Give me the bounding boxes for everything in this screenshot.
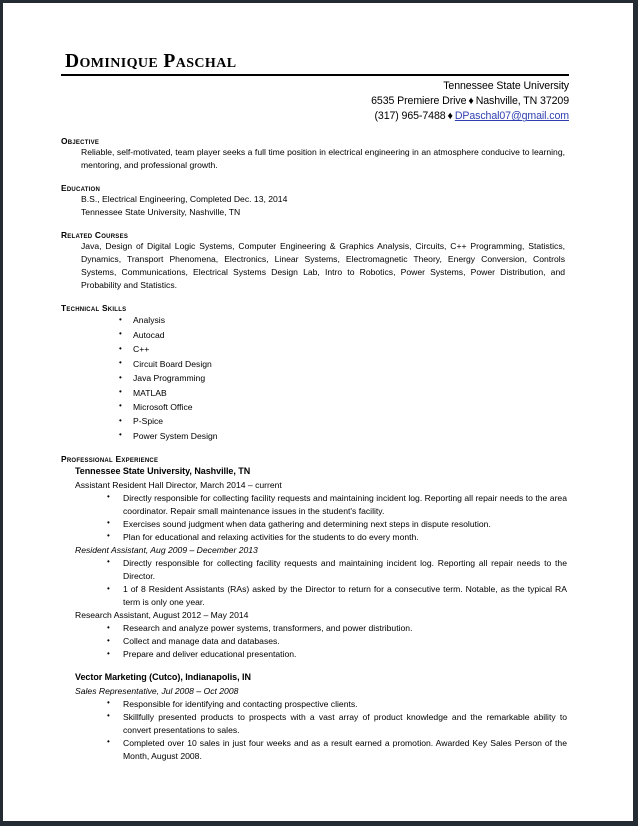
job-bullet-list: [61, 492, 569, 544]
skill-item: • P-Spice: [119, 414, 569, 428]
technical-skills-section: [61, 303, 569, 443]
education-degree: B.S., Electrical Engineering, Completed Dec. 13, 2014: [81, 193, 288, 204]
skill-item: • Java Programming: [119, 371, 569, 385]
job-role-title: Resident Assistant, Aug 2009 – December 2013: [75, 544, 258, 555]
technical-skills-list: [61, 313, 569, 443]
technical-skills-heading: Technical Skills: [61, 303, 127, 314]
job-role-title: Sales Representative, Jul 2008 – Oct 2008: [75, 685, 239, 696]
email-link[interactable]: DPaschal07@gmail.com: [454, 110, 569, 123]
job-bullet-list: [61, 698, 569, 763]
skill-item: • C++: [119, 342, 569, 356]
contact-block: [61, 79, 569, 124]
skill-item: • Autocad: [119, 328, 569, 342]
contact-address-line: [61, 94, 569, 109]
job-bullet-item: • Responsible for identifying and contacting prospective clients.: [107, 698, 569, 711]
jobs-container: [61, 465, 569, 763]
job-bullet-item: • Prepare and deliver educational presentation.: [107, 648, 569, 661]
resume-content: [61, 51, 569, 763]
job-bullet-item: • Directly responsible for collecting facility requests and maintaining incident log. Reporting all repair needs to the area coordinator. Repair small maintenance issues in the student's facility.: [107, 492, 569, 518]
resume-page: [3, 3, 633, 821]
education-section: [61, 183, 569, 219]
job-entry: [61, 465, 569, 661]
job-bullet-item: • Completed over 10 sales in just four weeks and as a result earned a promotion. Awarded Key Sales Person of the Month, August 2008.: [107, 737, 569, 763]
contact-university: Tennessee State University: [443, 80, 569, 93]
job-entry: [61, 671, 569, 763]
city-state-zip: Nashville, TN 37209: [475, 95, 569, 108]
job-bullet-item: • Plan for educational and relaxing activities for the students to do every month.: [107, 531, 569, 544]
skill-item: • Microsoft Office: [119, 400, 569, 414]
job-employer: Tennessee State University, Nashville, TN: [75, 466, 251, 477]
objective-section: [61, 136, 569, 172]
job-role-title: Research Assistant, August 2012 – May 2014: [75, 610, 249, 621]
related-courses-text: Java, Design of Digital Logic Systems, Computer Engineering & Graphics Analysis, Circuits, C++ Programming, Statistics, Dynamics, Transport Phenomena, Electronics, Linear Systems, Electromagnetic Theory, Energy Conversion, Controls Systems, Communications, Electrical Systems Design Lab, Intro to Robotics, Power Systems, Power Distribution, and Probability and Statistics.: [81, 241, 565, 291]
objective-text: Reliable, self-motivated, team player seeks a full time position in electrical engineering in an atmosphere conducive to learning, mentoring, and professional growth.: [81, 146, 565, 170]
objective-heading: Objective: [61, 135, 100, 146]
job-bullet-item: • 1 of 8 Resident Assistants (RAs) asked by the Director to return for a consecutive term. Notable, as the typical RA term is only one year.: [107, 583, 569, 609]
diamond-separator-icon: ♦: [468, 95, 474, 108]
job-bullet-item: • Collect and manage data and databases.: [107, 635, 569, 648]
education-heading: Education: [61, 182, 101, 193]
job-bullet-list: [61, 557, 569, 609]
skill-item: • MATLAB: [119, 386, 569, 400]
job-bullet-item: • Exercises sound judgment when data gathering and determining next steps in dispute resolution.: [107, 518, 569, 531]
education-school: Tennessee State University, Nashville, TN: [81, 206, 241, 217]
job-role-title: Assistant Resident Hall Director, March 2014 – current: [75, 479, 282, 490]
professional-experience-heading: Professional Experience: [61, 454, 159, 465]
job-bullet-list: [61, 622, 569, 661]
job-bullet-item: • Research and analyze power systems, transformers, and power distribution.: [107, 622, 569, 635]
skill-item: • Power System Design: [119, 429, 569, 443]
contact-phone-email-line: [61, 109, 569, 124]
skill-item: • Analysis: [119, 313, 569, 327]
phone-number: (317) 965-7488: [374, 110, 446, 123]
candidate-name: Dominique Paschal: [65, 51, 237, 72]
related-courses-heading: Related Courses: [61, 229, 129, 240]
professional-experience-section: [61, 454, 569, 763]
job-bullet-item: • Skillfully presented products to prospects with a vast array of product knowledge and the remarkable ability to convert presentations to sales.: [107, 711, 569, 737]
related-courses-section: [61, 230, 569, 292]
header-divider: [61, 74, 569, 76]
resume-header: [61, 51, 569, 125]
diamond-separator-icon: ♦: [447, 110, 453, 123]
street-address: 6535 Premiere Drive: [371, 95, 467, 108]
job-bullet-item: • Directly responsible for collecting facility requests and maintaining incident log. Reporting all repair needs to the Director.: [107, 557, 569, 583]
job-employer: Vector Marketing (Cutco), Indianapolis, IN: [75, 672, 251, 683]
skill-item: • Circuit Board Design: [119, 357, 569, 371]
